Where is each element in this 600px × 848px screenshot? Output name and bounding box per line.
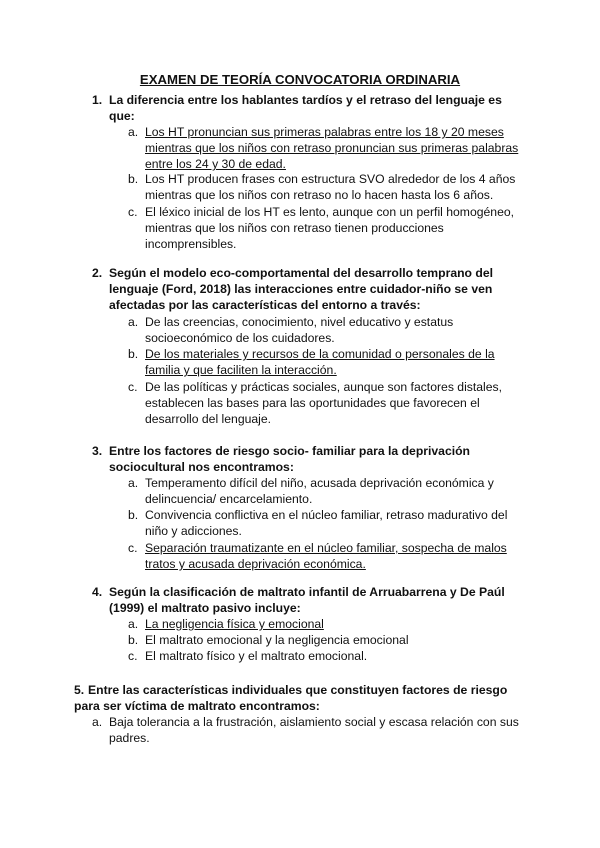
option-text-line-underlined: Separación traumatizante en el núcleo familiar, sospecha de malos	[145, 541, 507, 555]
option-text-line-underlined: entre los 24 y 30 de edad.	[145, 157, 286, 172]
question-number: 5.	[74, 683, 85, 697]
question-number: 2.	[92, 266, 103, 280]
option-text-line: delincuencia/ encarcelamiento.	[145, 492, 313, 507]
option-text-line: El maltrato emocional y la negligencia emocional	[145, 633, 409, 647]
option-letter: c.	[128, 541, 138, 555]
option-text-line-underlined: mientras que los niños con retraso pronuncian sus primeras palabras	[145, 141, 519, 156]
option-letter: c.	[128, 205, 138, 219]
option-text-line-underlined: tratos y acusada deprivación económica.	[145, 557, 366, 572]
option-text-line: De las creencias, conocimiento, nivel educativo y estatus	[145, 315, 454, 329]
question-number: 1.	[92, 93, 103, 107]
option-text-line: Baja tolerancia a la frustración, aislamiento social y escasa relación con sus	[109, 715, 519, 729]
option-letter: c.	[128, 380, 138, 394]
option-letter: a.	[128, 476, 139, 490]
question-number: 4.	[92, 585, 103, 599]
option-text-line-underlined: De los materiales y recursos de la comunidad o personales de la	[145, 347, 495, 361]
question-text-line: que:	[109, 109, 135, 124]
question-text-line: para ser víctima de maltrato encontramos:	[74, 699, 320, 714]
option-text-line: El maltrato físico y el maltrato emocional.	[145, 649, 368, 663]
option-letter: b.	[128, 347, 139, 361]
question-text-line: lenguaje (Ford, 2018) las interacciones entre cuidador-niño se ven	[109, 282, 493, 297]
question-text-line: sociocultural nos encontramos:	[109, 460, 294, 475]
option-text-line: Los HT producen frases con estructura SVO alrededor de los 4 años	[145, 172, 516, 186]
option-letter: a.	[128, 125, 139, 139]
question-text-line: (1999) el maltrato pasivo incluye:	[109, 601, 301, 616]
question-text-line: Entre los factores de riesgo socio- familiar para la deprivación	[109, 444, 471, 458]
option-letter: c.	[128, 649, 138, 663]
option-text-line: padres.	[109, 731, 150, 746]
option-text-line-underlined: Los HT pronuncian sus primeras palabras entre los 18 y 20 meses	[145, 125, 504, 139]
question-number: 3.	[92, 444, 103, 458]
question-text-line: Según el modelo eco-comportamental del desarrollo temprano del	[109, 266, 493, 280]
option-letter: b.	[128, 172, 139, 186]
option-letter: b.	[128, 633, 139, 647]
exam-title: EXAMEN DE TEORÍA CONVOCATORIA ORDINARIA	[139, 72, 461, 87]
option-text-line: socioeconómico de los cuidadores.	[145, 331, 335, 346]
question-text-line: Según la clasificación de maltrato infantil de Arruabarrena y De Paúl	[109, 585, 505, 599]
question-text-line: La diferencia entre los hablantes tardíos y el retraso del lenguaje es	[109, 93, 502, 107]
option-text-line: desarrollo del lenguaje.	[145, 412, 272, 427]
option-text-line: Temperamento difícil del niño, acusada deprivación económica y	[145, 476, 494, 490]
option-text-line: mientras que los niños con retraso tienen producciones	[145, 221, 444, 236]
option-text-line: Convivencia conflictiva en el núcleo familiar, retraso madurativo del	[145, 508, 508, 522]
option-text-line-underlined: familia y que faciliten la interacción.	[145, 363, 337, 378]
option-text-line: De las políticas y prácticas sociales, aunque son factores distales,	[145, 380, 503, 394]
option-text-line: El léxico inicial de los HT es lento, aunque con un perfil homogéneo,	[145, 205, 515, 219]
option-text-line: niño y adicciones.	[145, 524, 242, 539]
option-text-line-underlined: La negligencia física y emocional	[145, 617, 324, 631]
question-text-line: afectadas por las características del entorno a través:	[109, 298, 421, 313]
option-letter: b.	[128, 508, 139, 522]
option-text-line: establecen las bases para las oportunidades que favorecen el	[145, 396, 480, 411]
option-letter: a.	[128, 315, 139, 329]
option-letter: a.	[92, 715, 103, 729]
option-text-line: mientras que los niños con retraso no lo hacen hasta los 6 años.	[145, 188, 494, 203]
option-text-line: incomprensibles.	[145, 237, 237, 252]
option-letter: a.	[128, 617, 139, 631]
question-text-line: Entre las características individuales que constituyen factores de riesgo	[88, 683, 508, 697]
